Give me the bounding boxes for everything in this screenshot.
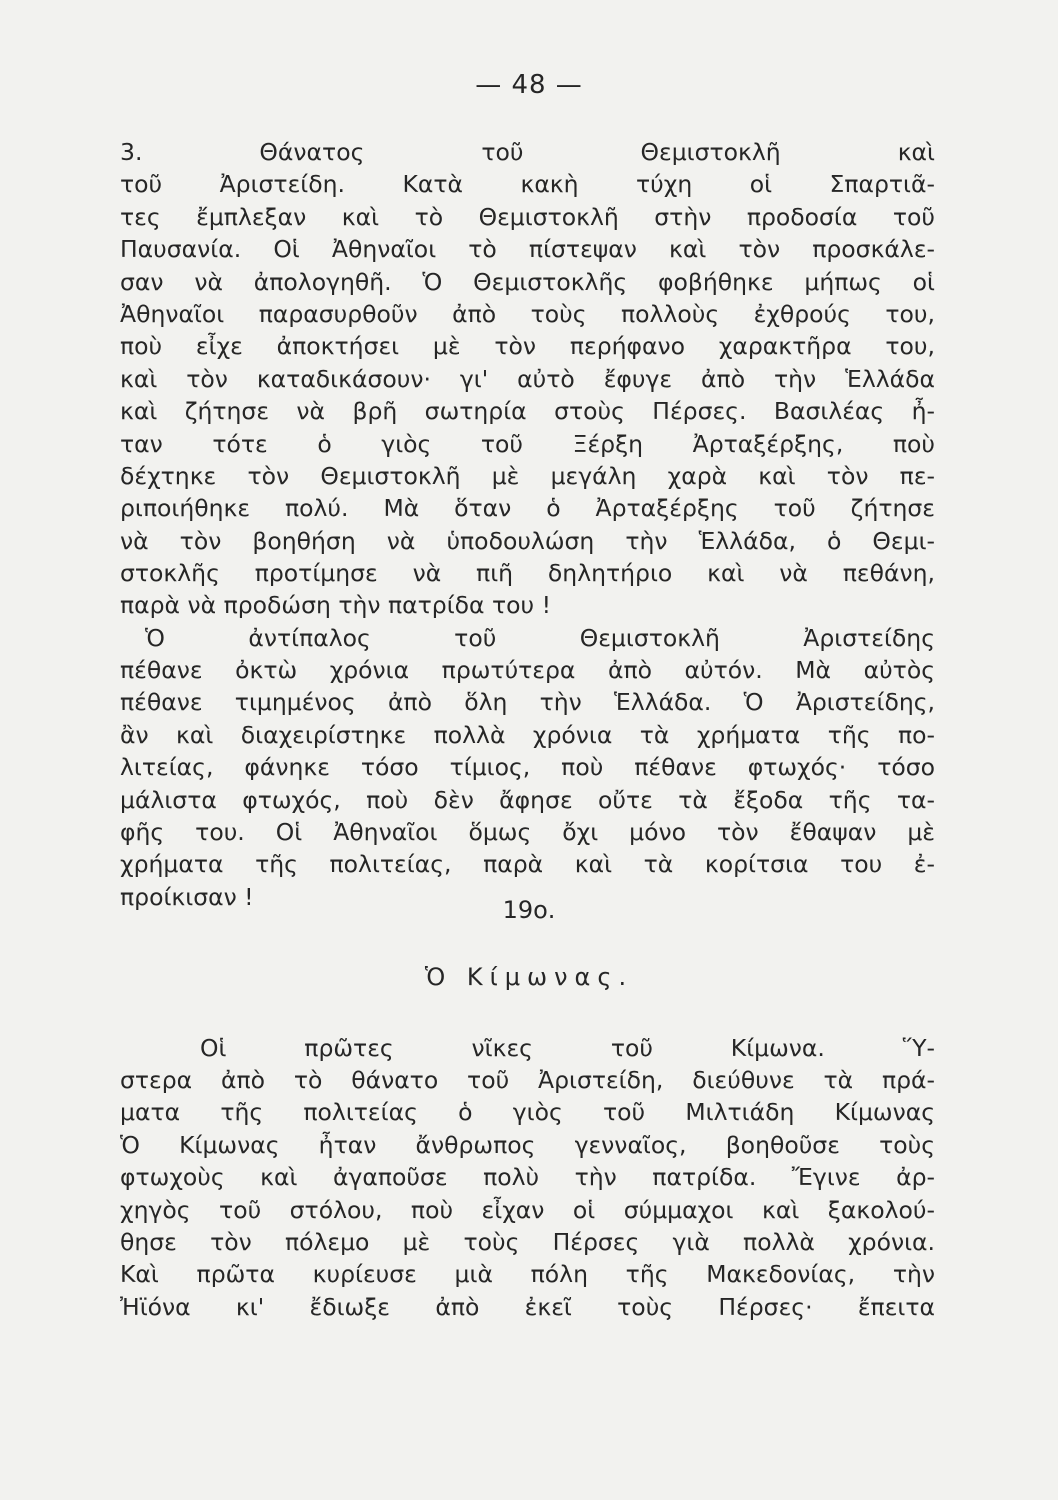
- text-line: Παυσανία. Οἱ Ἀθηναῖοι τὸ πίστεψαν καὶ τὸν προσκάλε-: [120, 235, 935, 264]
- text-line: τοῦ Ἀριστείδη. Κατὰ κακὴ τύχη οἱ Σπαρτιᾶ-: [120, 170, 935, 199]
- text-line: Ὁ Κίμωνας ἦταν ἄνθρωπος γενναῖος, βοηθοῦσε τοὺς: [120, 1130, 935, 1159]
- text-line: καὶ τὸν καταδικάσουν· γι' αὐτὸ ἔφυγε ἀπὸ τὴν Ἑλλάδα: [120, 364, 935, 393]
- text-line: πέθανε ὀκτὼ χρόνια πρωτύτερα ἀπὸ αὐτόν. Μὰ αὐτὸς: [120, 656, 935, 684]
- page-number: — 48 —: [475, 70, 583, 100]
- text-line: Οἱ πρῶτες νῖκες τοῦ Κίμωνα. Ὕ-: [200, 1034, 935, 1062]
- paragraph-aristeides: [145, 622, 935, 654]
- text-line: φῆς του. Οἱ Ἀθηναῖοι ὅμως ὄχι μόνο τὸν ἔθαψαν μὲ: [120, 817, 935, 846]
- text-line: θησε τὸν πόλεμο μὲ τοὺς Πέρσες γιὰ πολλὰ χρόνια.: [120, 1227, 935, 1256]
- text-line: Ἠϊόνα κι' ἔδιωξε ἀπὸ ἐκεῖ τοὺς Πέρσες· ἔπειτα: [120, 1292, 935, 1321]
- text-line: μάλιστα φτωχός, ποὺ δὲν ἄφησε οὔτε τὰ ἔξοδα τῆς τα-: [120, 785, 935, 814]
- paragraph-aristeides-body: [120, 654, 935, 913]
- chapter-number: 19ο.: [502, 896, 556, 924]
- text-line: σαν νὰ ἀπολογηθῆ. Ὁ Θεμιστοκλῆς φοβήθηκε μήπως οἱ: [120, 267, 935, 296]
- text-line: 3. Θάνατος τοῦ Θεμιστοκλῆ καὶ: [120, 138, 935, 166]
- text-line: παρὰ νὰ προδώση τὴν πατρίδα του !: [120, 591, 552, 620]
- text-line: Ὁ ἀντίπαλος τοῦ Θεμιστοκλῆ Ἀριστείδης: [145, 624, 935, 652]
- text-line: Καὶ πρῶτα κυρίευσε μιὰ πόλη τῆς Μακεδονίας, τὴν: [120, 1260, 935, 1289]
- section-death-of-themistocles: [120, 136, 935, 622]
- text-line: πέθανε τιμημένος ἀπὸ ὅλη τὴν Ἑλλάδα. Ὁ Ἀριστείδης,: [120, 688, 935, 717]
- text-line: Ἀθηναῖοι παρασυρθοῦν ἀπὸ τοὺς πολλοὺς ἐχθρούς του,: [120, 299, 935, 328]
- text-line: νὰ τὸν βοηθήση νὰ ὑποδουλώση τὴν Ἑλλάδα, ὁ Θεμι-: [120, 526, 935, 555]
- text-line: ἂν καὶ διαχειρίστηκε πολλὰ χρόνια τὰ χρήματα τῆς πο-: [120, 720, 935, 749]
- text-line: ριποιήθηκε πολύ. Μὰ ὅταν ὁ Ἀρταξέρξης τοῦ ζήτησε: [120, 494, 935, 523]
- text-line: ματα τῆς πολιτείας ὁ γιὸς τοῦ Μιλτιάδη Κίμωνας: [120, 1098, 935, 1127]
- text-line: ταν τότε ὁ γιὸς τοῦ Ξέρξη Ἀρταξέρξης, ποὺ: [120, 429, 935, 458]
- text-line: στοκλῆς προτίμησε νὰ πιῆ δηλητήριο καὶ νὰ πεθάνη,: [120, 559, 935, 588]
- section-kimon-heading-line: [200, 1032, 935, 1064]
- chapter-title: Ὁ Κίμωνας.: [424, 963, 634, 991]
- text-line: προίκισαν !: [120, 882, 254, 911]
- text-line: στερα ἀπὸ τὸ θάνατο τοῦ Ἀριστείδη, διεύθυνε τὰ πρά-: [120, 1066, 935, 1094]
- text-line: φτωχοὺς καὶ ἀγαποῦσε πολὺ τὴν πατρίδα. Ἔγινε ἀρ-: [120, 1163, 935, 1192]
- section-kimon-body: [120, 1064, 935, 1323]
- text-line: δέχτηκε τὸν Θεμιστοκλῆ μὲ μεγάλη χαρὰ καὶ τὸν πε-: [120, 461, 935, 490]
- text-line: τες ἔμπλεξαν καὶ τὸ Θεμιστοκλῆ στὴν προδοσία τοῦ: [120, 202, 935, 231]
- text-line: χηγὸς τοῦ στόλου, ποὺ εἶχαν οἱ σύμμαχοι καὶ ξακολού-: [120, 1195, 935, 1224]
- text-line: λιτείας, φάνηκε τόσο τίμιος, ποὺ πέθανε φτωχός· τόσο: [120, 753, 935, 782]
- text-line: ποὺ εἶχε ἀποκτήσει μὲ τὸν περήφανο χαρακτῆρα του,: [120, 332, 935, 361]
- text-line: καὶ ζήτησε νὰ βρῆ σωτηρία στοὺς Πέρσες. Βασιλέας ἦ-: [120, 397, 935, 426]
- text-line: χρήματα τῆς πολιτείας, παρὰ καὶ τὰ κορίτσια του ἐ-: [120, 850, 935, 879]
